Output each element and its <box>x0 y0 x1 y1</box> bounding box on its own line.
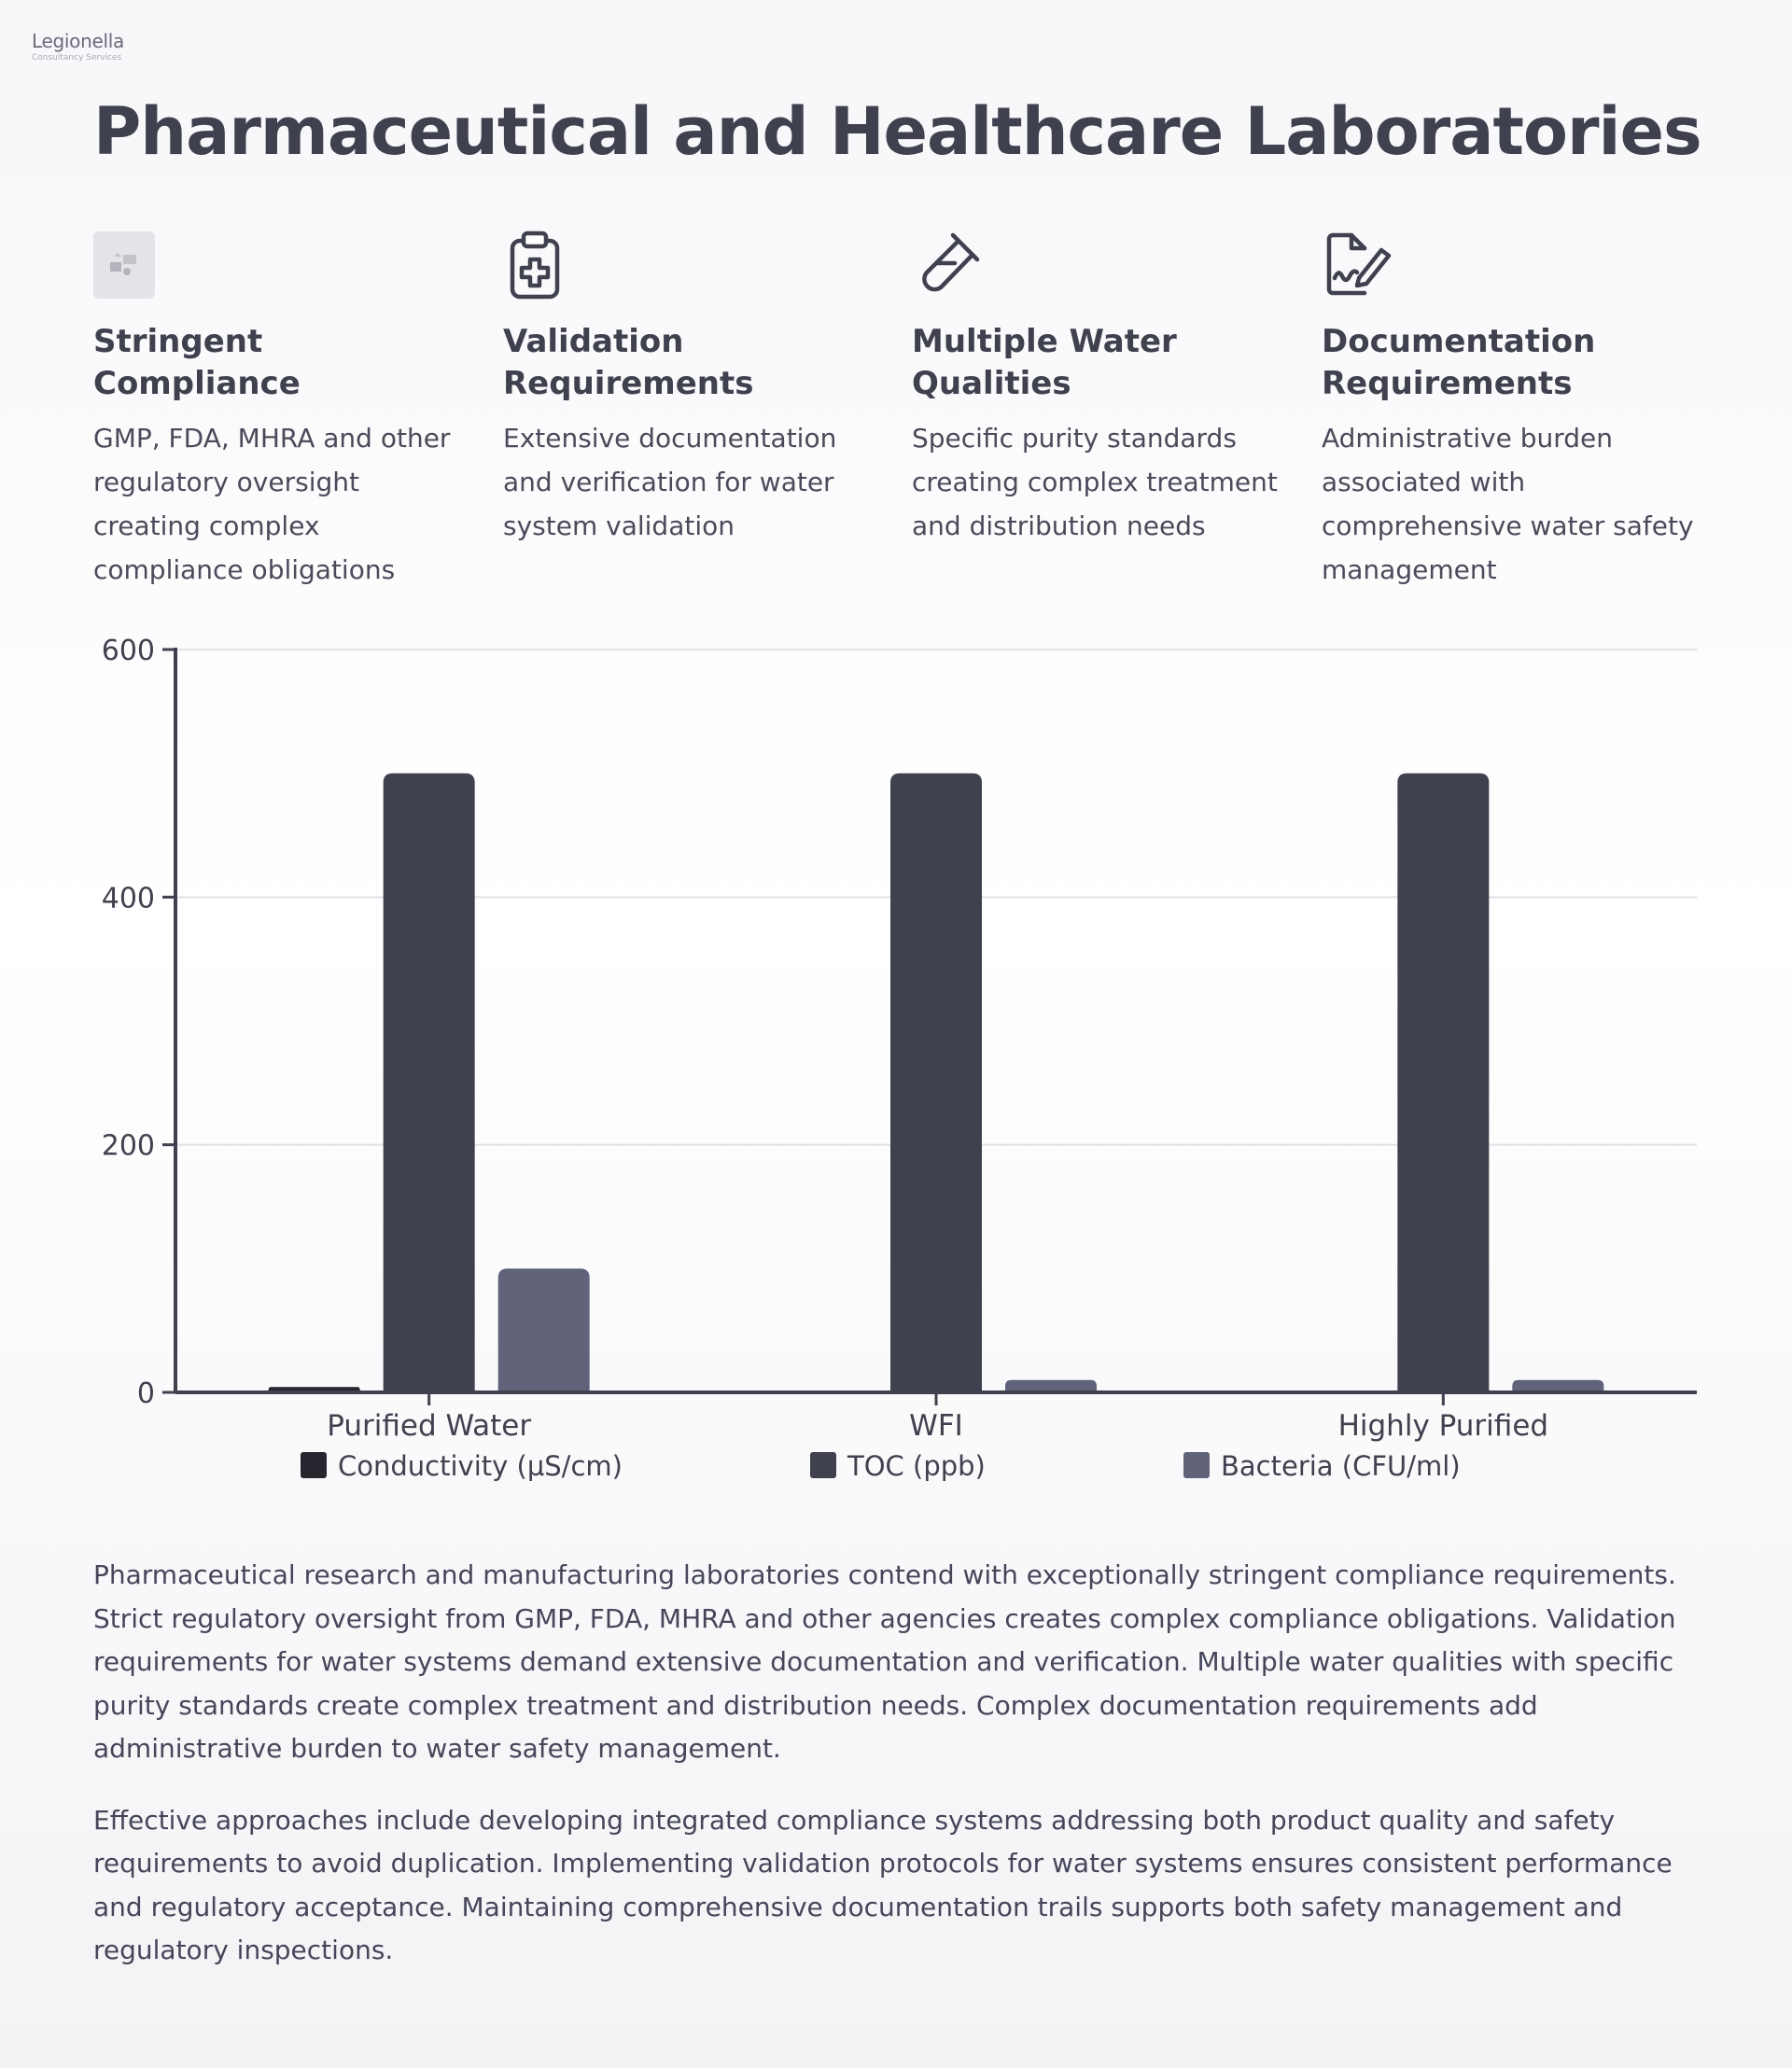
legend-label: Conductivity (µS/cm) <box>338 1450 623 1482</box>
body-text <box>93 1554 1699 1973</box>
x-tick-label: Purified Water <box>327 1409 532 1443</box>
y-tick-label: 600 <box>101 635 155 667</box>
clipboard-plus-icon <box>503 230 574 300</box>
legend-label: Bacteria (CFU/ml) <box>1221 1450 1461 1482</box>
y-tick-label: 400 <box>101 882 155 915</box>
chart-tick-labels <box>102 635 1548 1443</box>
brand-logo <box>32 30 124 63</box>
feature-card-documentation <box>1322 230 1695 592</box>
feature-title: Stringent Compliance <box>93 323 301 402</box>
chart-legend <box>301 1450 1461 1482</box>
feature-text: Extensive documentation and verification for water system validation <box>503 423 837 541</box>
legend-swatch <box>301 1452 327 1478</box>
bar-0-1 <box>384 774 475 1392</box>
y-tick-label: 0 <box>136 1377 155 1410</box>
document-signature-icon <box>1322 230 1393 300</box>
legend-swatch <box>1183 1452 1210 1478</box>
body-paragraph: Effective approaches include developing integrated compliance systems addressing both product quality and safety requirements to avoid duplication. Implementing validation protocols for water systems ensures consistent performance and regulatory acceptance. Maintaining comprehensive documentation trails supports both safety management and regulatory inspections. <box>93 1804 1673 1965</box>
feature-grid <box>93 230 1699 603</box>
bar-0-2 <box>498 1268 590 1392</box>
legend-swatch <box>810 1452 836 1478</box>
feature-card-compliance <box>93 230 467 592</box>
feature-title: Multiple Water Qualities <box>912 323 1177 402</box>
feature-text: Specific purity standards creating complex treatment and distribution needs <box>912 423 1278 541</box>
legend-item-2 <box>1183 1450 1461 1482</box>
y-tick-label: 200 <box>101 1129 155 1163</box>
feature-card-water-qualities <box>912 230 1285 548</box>
placeholder-image-icon <box>93 230 164 300</box>
test-tube-icon <box>912 230 983 300</box>
feature-text: GMP, FDA, MHRA and other regulatory oversight creating complex compliance obligations <box>93 423 451 585</box>
legend-item-1 <box>810 1450 986 1482</box>
feature-text: Administrative burden associated with comprehensive water safety management <box>1322 423 1694 585</box>
bar-2-1 <box>1397 774 1489 1392</box>
feature-card-validation <box>503 230 876 548</box>
water-quality-bar-chart <box>0 616 1792 1493</box>
chart-bars <box>269 774 1604 1392</box>
feature-title: Documentation Requirements <box>1322 323 1596 402</box>
legend-item-0 <box>301 1450 623 1482</box>
body-paragraph: Pharmaceutical research and manufacturing laboratories contend with exceptionally stringent compliance requirements. Strict regulatory oversight from GMP, FDA, MHRA and other agencies creates complex compliance obligations. Validation requirements for water systems demand extensive documentation and verification. Multiple water qualities with specific purity standards create complex treatment and distribution needs. Complex documentation requirements add administrative burden to water safety management. <box>93 1559 1676 1764</box>
x-tick-label: Highly Purified <box>1337 1409 1549 1443</box>
brand-tagline: Consultancy Services <box>32 53 122 63</box>
legend-label: TOC (ppb) <box>847 1450 986 1482</box>
x-tick-label: WFI <box>909 1409 963 1443</box>
brand-name: Legionella <box>32 30 124 52</box>
feature-title: Validation Requirements <box>503 323 754 402</box>
page-title: Pharmaceutical and Healthcare Laboratories <box>93 93 1701 170</box>
bar-1-1 <box>890 774 982 1392</box>
